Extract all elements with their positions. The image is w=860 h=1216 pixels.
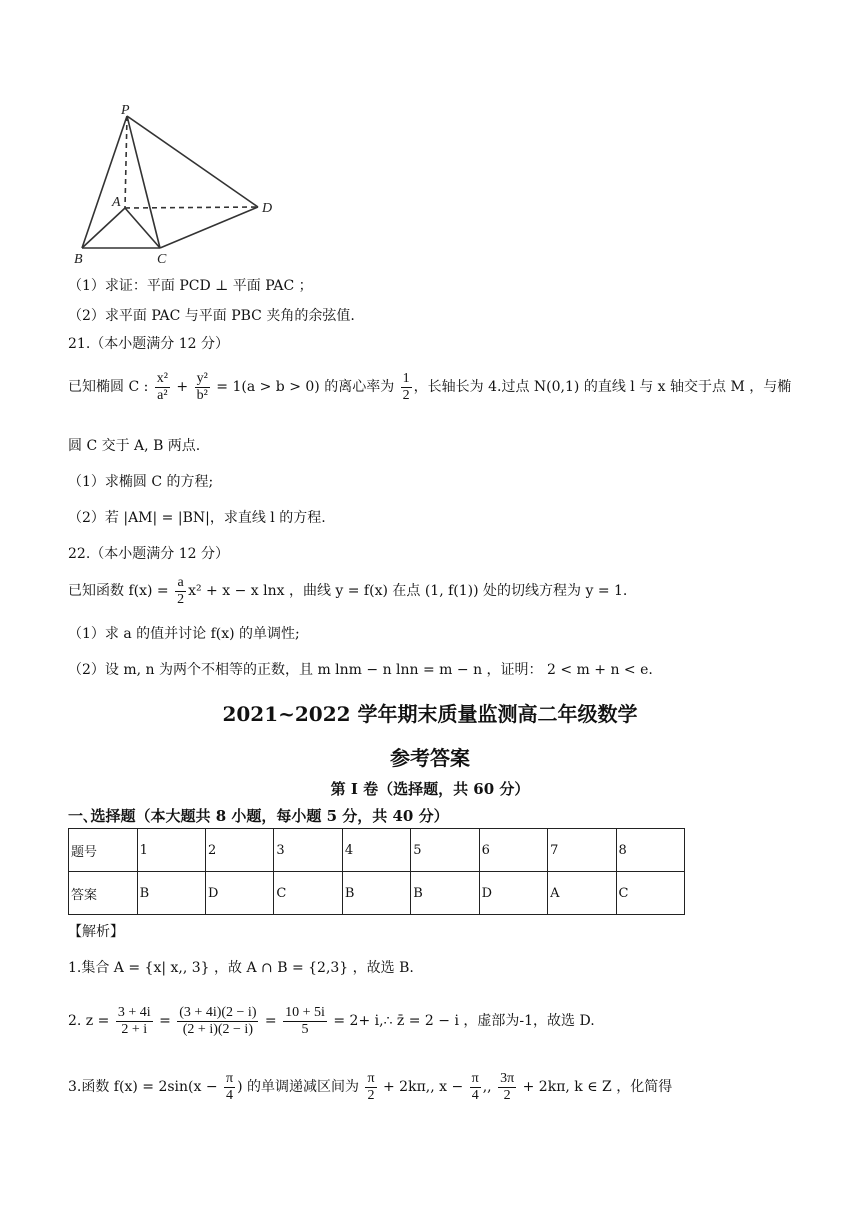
fraction-pi-4b: $\frac{\pi}{4}$: [471, 1070, 479, 1103]
q22-header: 22.（本小题满分 12 分）: [68, 546, 229, 562]
q20-part2: （2）求平面 PAC 与平面 PBC 夹角的余弦值.: [68, 308, 355, 324]
table-cell: 4: [342, 829, 410, 872]
table-cell: B: [137, 872, 205, 915]
q22-stem-a: 已知函数 f(x) =: [68, 583, 174, 599]
solution-2: 2. z = $\frac{3 + 4i}{2 + i}$ = $\frac{(3 + 4i)(2 - i)}{(2 + i)(2 - i)}$ = $\frac{10 + 5i}{5}$ = 2+ i,∴ z̄ = 2 − i ，虚部为-1，故选 D.: [68, 1004, 595, 1037]
q21-stem-c: ，长轴长为 4.过点 N(0,1) 的直线 l 与 x 轴交于点 M ，与椭: [413, 379, 792, 395]
table-cell: 7: [548, 829, 616, 872]
q21-stem-b: = 1(a > b > 0) 的离心率为: [211, 379, 399, 395]
answer-table: [68, 828, 685, 915]
fraction-z3: $\frac{10 + 5i}{5}$: [285, 1004, 325, 1037]
q21-stem-a: 已知椭圆 C :: [68, 379, 153, 395]
row-label-answer: 答案: [69, 872, 138, 915]
fraction-a-2: $\frac{a}{2}$: [177, 574, 185, 607]
fraction-x2-a2: $\frac{\text{x²}}{\text{a²}}$: [156, 370, 168, 403]
table-cell: 2: [205, 829, 273, 872]
q21-part2: （2）若 |AM| = |BN|，求直线 l 的方程.: [68, 510, 326, 526]
fraction-z1: $\frac{3 + 4i}{2 + i}$: [117, 1004, 151, 1037]
table-cell: 8: [616, 829, 684, 872]
label-P: P: [121, 103, 130, 118]
solution-2-a: 2. z =: [68, 1013, 114, 1029]
solution-1: 1.集合 A = {x| x,, 3} ，故 A ∩ B = {2,3} ，故选 B.: [68, 960, 414, 976]
table-cell: 3: [274, 829, 342, 872]
answer-subtitle: 参考答案: [390, 746, 470, 770]
fraction-3pi-2: $\frac{3\pi}{2}$: [500, 1070, 515, 1103]
analysis-label: 【解析】: [68, 924, 124, 940]
solution-3: 3.函数 f(x) = 2sin(x − $\frac{\pi}{4}$ ) 的单调递减区间为 $\frac{\pi}{2}$ + 2kπ,, x − $\frac{\pi}{4}$ ,, $\frac{3\pi}{2}$ + 2kπ, k ∈ Z ，化简得: [68, 1070, 673, 1103]
fraction-half: $\frac{1}{2}$: [402, 370, 410, 403]
volume-heading: 第 I 卷（选择题，共 60 分）: [330, 780, 530, 798]
q21-part1: （1）求椭圆 C 的方程;: [68, 474, 214, 490]
table-cell: 1: [137, 829, 205, 872]
table-row-numbers: [69, 829, 685, 872]
table-cell: D: [479, 872, 547, 915]
answer-title: 2021~2022 学年期末质量监测高二年级数学: [222, 702, 638, 726]
fraction-pi-2: $\frac{\pi}{2}$: [367, 1070, 375, 1103]
solution-3-a: 3.函数 f(x) = 2sin(x −: [68, 1079, 223, 1095]
table-cell: B: [411, 872, 479, 915]
table-cell: 6: [479, 829, 547, 872]
q21-header: 21.（本小题满分 12 分）: [68, 336, 229, 352]
solution-3-c: + 2kπ,, x −: [378, 1079, 468, 1095]
row-label-number: 题号: [69, 829, 138, 872]
label-B: B: [74, 252, 83, 267]
table-cell: C: [274, 872, 342, 915]
fraction-y2-b2: $\frac{\text{y²}}{\text{b²}}$: [196, 370, 208, 403]
table-cell: D: [205, 872, 273, 915]
q20-part1: （1）求证：平面 PCD ⊥ 平面 PAC ；: [68, 278, 313, 294]
table-cell: A: [548, 872, 616, 915]
table-cell: B: [342, 872, 410, 915]
q22-part2: （2）设 m, n 为两个不相等的正数，且 m lnm − n lnn = m − n ，证明： 2 < m + n < e.: [68, 662, 653, 678]
label-D: D: [262, 201, 273, 216]
label-C: C: [157, 252, 167, 267]
label-A: A: [112, 195, 121, 210]
q22-stem-b: x² + x − x lnx ，曲线 y = f(x) 在点 (1, f(1)) 处的切线方程为 y = 1.: [188, 583, 628, 599]
q22-part1: （1）求 a 的值并讨论 f(x) 的单调性;: [68, 626, 300, 642]
q21-stem-d: 圆 C 交于 A, B 两点.: [68, 438, 201, 454]
table-cell: 5: [411, 829, 479, 872]
table-row-answers: [69, 872, 685, 915]
fraction-z2: $\frac{(3 + 4i)(2 - i)}{(2 + i)(2 - i)}$: [179, 1004, 257, 1037]
q21-stem: 已知椭圆 C : $\frac{\text{x²}}{\text{a²}}$ + $\frac{\text{y²}}{\text{b²}}$ = 1(a > b > 0) 的离心率为 $\frac{1}{2}$ ，长轴长为 4.过点 N(0,1) 的直线 l 与 x 轴交于点 M ，与椭: [68, 370, 792, 403]
fraction-pi-4: $\frac{\pi}{4}$: [226, 1070, 234, 1103]
table-cell: C: [616, 872, 684, 915]
pyramid-figure: [72, 100, 292, 270]
solution-3-b: ) 的单调递减区间为: [237, 1079, 364, 1095]
section1-heading: 一､选择题（本大题共 8 小题，每小题 5 分，共 40 分）: [68, 807, 449, 825]
q22-stem: [68, 574, 627, 608]
solution-3-d: + 2kπ, k ∈ Z ，化简得: [518, 1079, 673, 1095]
solution-2-b: = 2+ i,∴ z̄ = 2 − i ，虚部为-1，故选 D.: [328, 1013, 595, 1029]
